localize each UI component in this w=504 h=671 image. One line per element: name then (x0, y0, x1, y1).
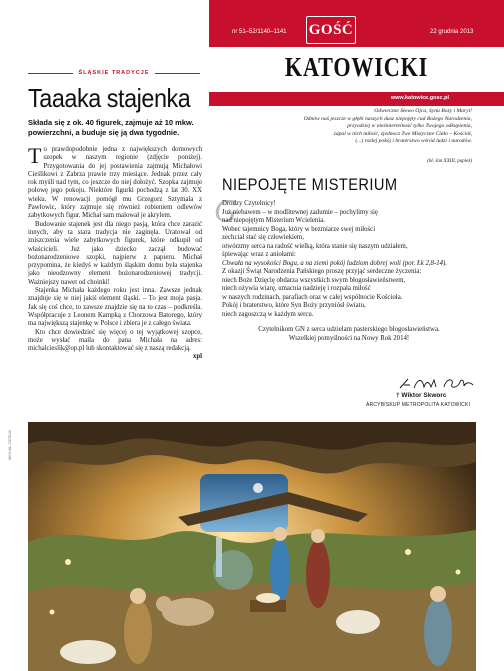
section-label: ŚLĄSKIE TRADYCJE (78, 70, 150, 76)
paragraph-3: Stajenka Michała każdego roku jest inna. Zawsze jednak znajduje się w niej jakiś element śląski. – To jest moja pasja. Jak się coś chce, to zawsze znajdzie się na to czas – podkreśla. Współpracuje z Leonem Kampką z Chorzowa Batorego, który ma największą stajenkę w Polsce i zbiera je z całego świata. (28, 287, 202, 328)
quote-source: (bł. Jan XXIII, papież) (427, 159, 472, 164)
nativity-scene-photo (28, 422, 476, 671)
decorative-g-letter: G (214, 192, 238, 228)
magazine-logo: GOŚĆ (306, 16, 356, 44)
prayer-quote: Odwieczne Słowo Ojca, Synu Boży i Maryi! Odnów naś jeszcze w głębi naszych dusz niepojęty cud Bożego Narodzenia, przyodziej w nieśmiertelność tylko Twojego odkupienia, zapal w nich miłość, zjednocz Twe Mistyczne Ciało – Kościół, (...) rozlej pokój i braterstwo wśród ludzi i narodów. (303, 108, 472, 145)
author-signature: xpl (192, 353, 202, 361)
closing-line-2: Wszelkiej pomyślności na Nowy Rok 2014! (288, 334, 410, 342)
closing-line-1: Czytelnikom GN z serca udzielam pasterskiego błogosławieństwa. (258, 326, 440, 333)
nativity-scene-illustration (28, 422, 476, 671)
edition-title: KATOWICKI (284, 52, 429, 82)
photo-credit: MICHAŁ CIEŚLIK (8, 430, 12, 460)
issue-number: nr 51–52/1140–1141 (232, 29, 287, 35)
article-body (28, 143, 202, 362)
edition-url[interactable]: www.katowice.gosc.pl (390, 95, 449, 101)
handwritten-signature (398, 376, 476, 392)
letter-title: NIEPOJĘTE MISTERIUM (222, 175, 398, 194)
signer-role: ARCYBISKUP METROPOLITA KATOWICKI (366, 402, 471, 408)
section-rule-right (155, 73, 200, 74)
article-headline: Taaaka stajenka (28, 83, 191, 113)
signer-name: † Wiktor Skworc (396, 392, 447, 399)
issue-date: 22 grudnia 2013 (430, 29, 474, 35)
paragraph-2: Budowanie stajenek jest dla niego pasją, która chce zarazić innych, aby ta stara tradycja nie zaginęła. Uratował od zniszczenia wiele zabytkowych figurek, które odkupił od właścicieli. Już jako dziecko zaczął budować bożonarodzeniowe szopki, najpierw z papieru. Michał przypomina, że kiedyś w każdym śląskim domu była stajenka jako nieodzowny element bożonarodzeniowej tradycji. Ważniejszy nawet od choinki! (28, 220, 202, 286)
bishop-letter-body: Drodzy Czytelnicy! Już niebawem – w modlitewnej zadumie – pochylimy się nad niepojętym Misterium Wcielenia. Wobec tajemnicy Boga, który w bezmiarze swej miłości zechciał stać się człowiekiem, otwórzmy serca na radość wielką, która stanie się naszym udziałem, śpiewając wraz z aniołami: Chwała na wysokości Bogu, a na ziemi pokój ludziom dobrej woli (por. Łk 2,8-14). Z okazji Świąt Narodzenia Pańskiego proszę przyjąć serdeczne życzenia: niech Boże Dzięcię obdarza wszystkich swym błogosławieństwem, niech ożywia wiarę, umacnia nadzieję i rozpala miłość w naszych rodzinach, parafiach oraz w całej wspólnocie Kościoła. Pokój i braterstwo, które Syn Boży przyniósł światu, niech zagoszczą w każdym sercu. Czytelnikom GN z serca udzielam pasterskiego błogosławieństwa. Wszelkiej pomyślności na Nowy Rok 2014! (222, 200, 476, 343)
paragraph-4: Kto chce dowiedzieć się więcej o tej wyjątkowej szopce, może wysłać maila do pana Michała na adres: michalcieslik@op.pl lub skontaktować się z naszą redakcją. xpl (28, 328, 202, 361)
drop-cap: T (28, 143, 42, 168)
paragraph-1: To prawdopodobnie jedna z największych domowych szopek w naszym regionie (zdjęcie poniżej). Przygotowania do jej postawienia zajmują Michałowi Cieślikowi z Zabrza prawie trzy miesiące. Jednak przez cały rok myśli nad tym, co jeszcze do niej dołożyć. Szopka zajmuje połowę jego pokoju. Niektóre figurki pochodzą z lat 30. XX wieku. W renowacji pomógł mu Grzegorz Sztymala z Pawłowic, który zajmuje się również robieniem odlewów zabytkowych figur. Michał sam malował je akrylem. (28, 143, 202, 220)
article-lead: Składa się z ok. 40 figurek, zajmuje aż 10 mkw. powierzchni, a buduje się ją dwa tygodnie. (28, 118, 194, 137)
